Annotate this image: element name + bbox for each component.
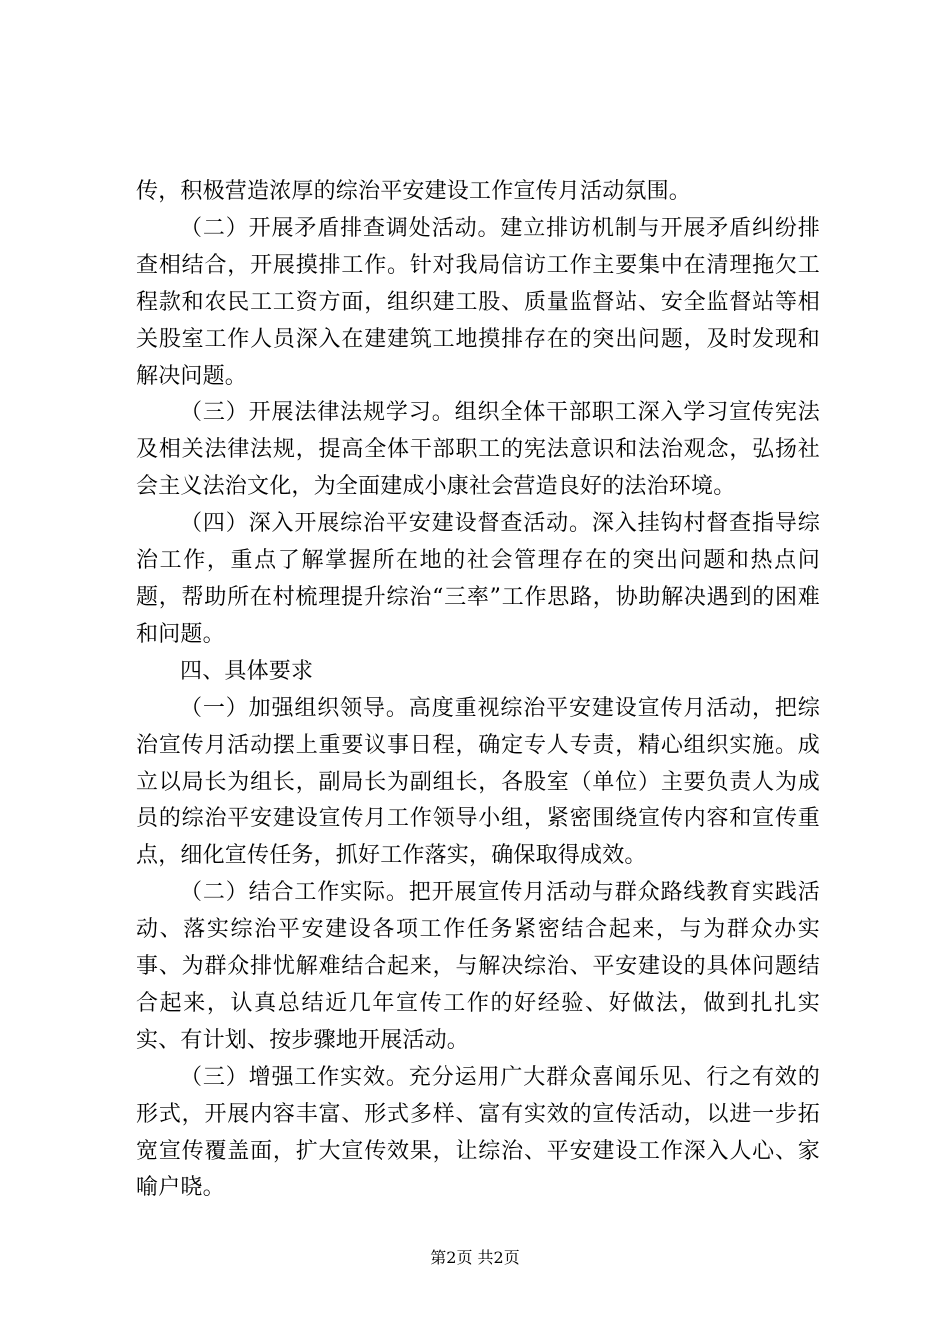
document-body [136,174,820,1207]
paragraph-supervision: （四）深入开展综治平安建设督查活动。深入挂钩村督查指导综治工作，重点了解掌握所在地的社会管理存在的突出问题和热点问题，帮助所在村梳理提升综治“三率”工作思路，协助解决遇到的困难和问题。 [136,511,820,647]
paragraph-work-practice: （二）结合工作实际。把开展宣传月活动与群众路线教育实践活动、落实综治平安建设各项工作任务紧密结合起来，与为群众办实事、为群众排忧解难结合起来，与解决综治、平安建设的具体问题结合起来，认真总结近几年宣传工作的好经验、好做法，做到扎扎实实、有计划、按步骤地开展活动。 [136,880,820,1053]
section-heading-requirements: 四、具体要求 [180,658,314,684]
page-number: 第2页 共2页 [430,1248,520,1267]
paragraph-law-study: （三）开展法律法规学习。组织全体干部职工深入学习宣传宪法及相关法律法规，提高全体干部职工的宪法意识和法治观念，弘扬社会主义法治文化，为全面建成小康社会营造良好的法治环境。 [136,400,820,500]
paragraph-conflict-investigation: （二）开展矛盾排查调处活动。建立排访机制与开展矛盾纠纷排查相结合，开展摸排工作。针对我局信访工作主要集中在清理拖欠工程款和农民工工资方面，组织建工股、质量监督站、安全监督站等相关股室工作人员深入在建建筑工地摸排存在的突出问题，及时发现和解决问题。 [136,215,820,389]
paragraph-effectiveness: （三）增强工作实效。充分运用广大群众喜闻乐见、行之有效的形式，开展内容丰富、形式多样、富有实效的宣传活动，以进一步拓宽宣传覆盖面，扩大宣传效果，让综治、平安建设工作深入人心、家喻户晓。 [136,1064,820,1201]
page-footer [0,1245,950,1268]
paragraph-continuation: 传，积极营造浓厚的综治平安建设工作宣传月活动氛围。 [136,179,692,204]
paragraph-organization-leadership: （一）加强组织领导。高度重视综治平安建设宣传月活动，把综治宣传月活动摆上重要议事日程，确定专人专责，精心组织实施。成立以局长为组长，副局长为副组长，各股室（单位）主要负责人为成员的综治平安建设宣传月工作领导小组，紧密围绕宣传内容和宣传重点，细化宣传任务，抓好工作落实，确保取得成效。 [136,695,820,869]
